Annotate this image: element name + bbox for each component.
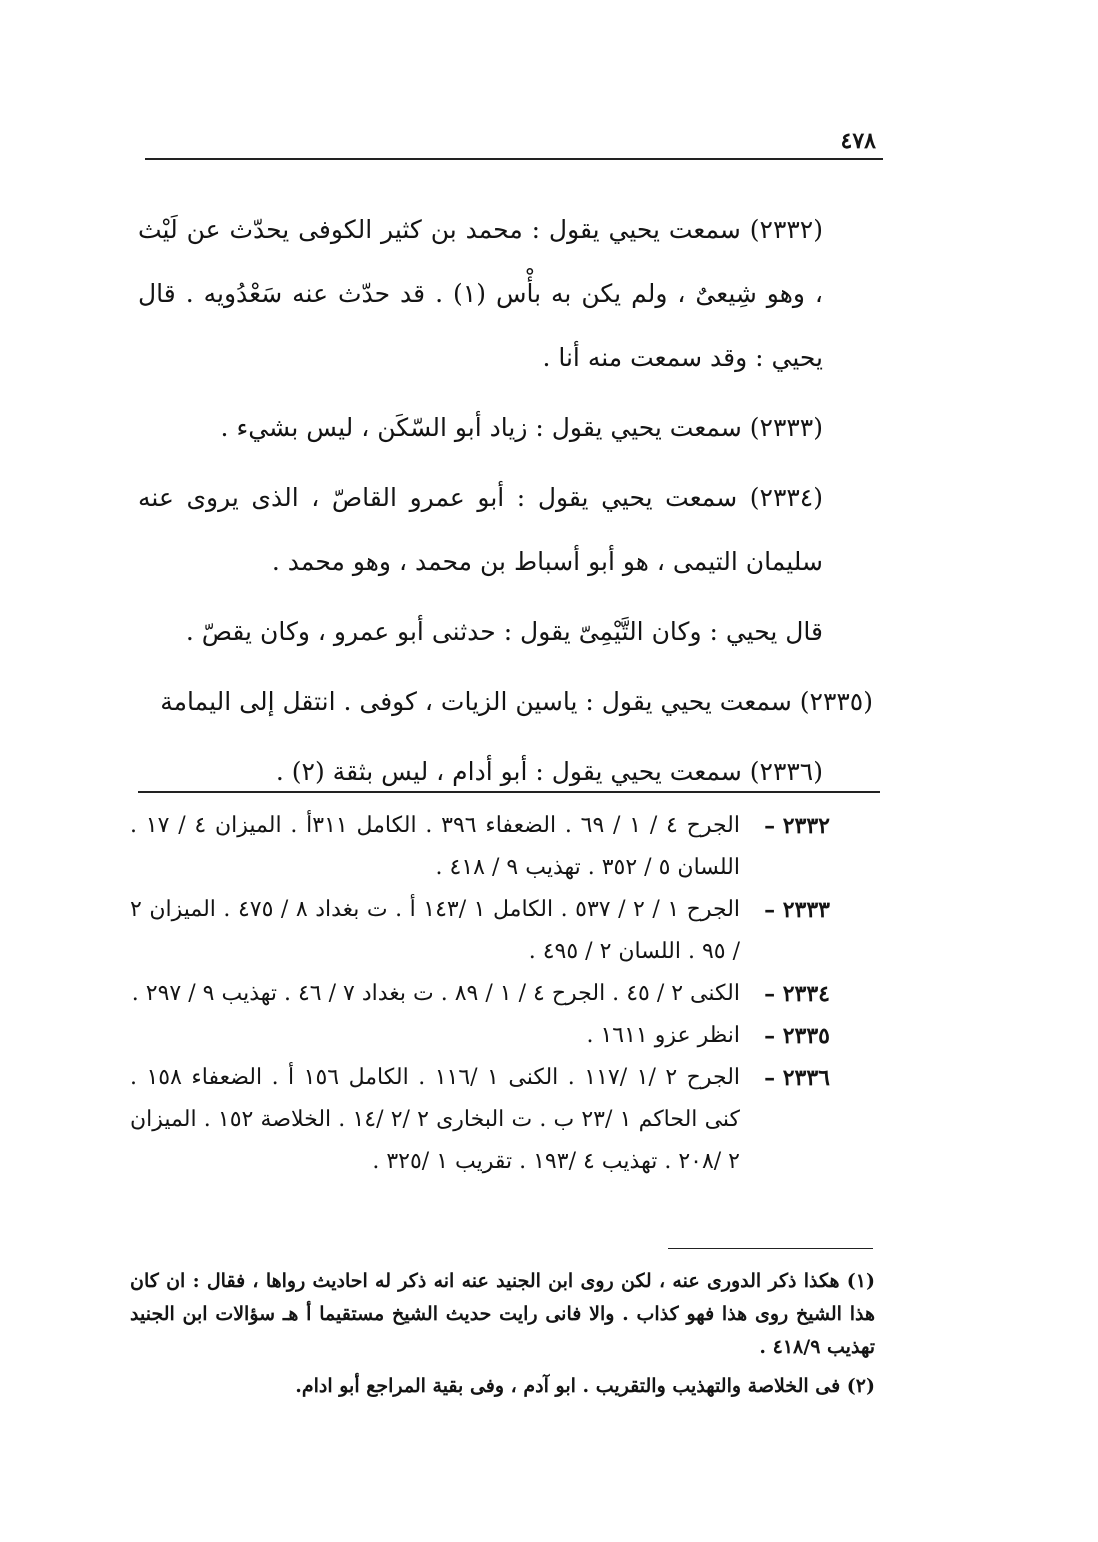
- reference-number: ٢٣٣٢ –: [764, 813, 830, 839]
- main-text: [138, 198, 873, 810]
- reference-text: الجرح ٤ / ١ / ٦٩ . الضعفاء ٣٩٦ . الكامل ٣١١أ . الميزان ٤ / ١٧ . اللسان ٥ / ٣٥٢ . تهذيب ٩ / ٤١٨ .: [130, 813, 740, 880]
- reference-text: الجرح ٢ /١ /١١٧ . الكنى ١ /١١٦ . الكامل ١٥٦ أ . الضعفاء ١٥٨ . كنى الحاكم ١ /٢٣ ب . ت البخارى ٢ /٢ /١٤ . الخلاصة ١٥٢ . الميزان ٢ /٢٠٨ . تهذيب ٤ /١٩٣ . تقريب ١ /٣٢٥ .: [130, 1065, 741, 1174]
- paragraph-2334: (٢٣٣٤) سمعت يحيي يقول : أبو عمرو القاصّ ، الذى يروى عنه سليمان التيمى ، هو أبو أسباط بن محمد ، وهو محمد .: [138, 483, 823, 576]
- page-number: ٤٧٨: [840, 128, 876, 154]
- paragraph-2333: (٢٣٣٣) سمعت يحيي يقول : زياد أبو السّكَن ، ليس بشيء .: [220, 413, 823, 442]
- reference-entry: [130, 805, 830, 889]
- reference-number: ٢٣٣٥ –: [764, 1023, 830, 1049]
- reference-number: ٢٣٣٤ –: [764, 981, 830, 1007]
- footnote-1: (١) هكذا ذكر الدورى عنه ، لكن روى ابن الجنيد عنه انه ذكر له احاديث رواها ، فقال : ان كان هذا الشيخ روى هذا فهو كذاب . والا فانى رايت حديث الشيخ مستقيما أ هـ سؤالات ابن الجنيد تهذيب ٤١٨/٩ .: [130, 1270, 875, 1358]
- reference-entry: [130, 1057, 830, 1183]
- references-list: [130, 805, 830, 1183]
- reference-text: الجرح ١ / ٢ / ٥٣٧ . الكامل ١ /١٤٣ أ . ت بغداد ٨ / ٤٧٥ . الميزان ٢ / ٩٥ . اللسان ٢ / ٤٩٥ .: [130, 897, 741, 964]
- paragraph-2335: (٢٣٣٥) سمعت يحيي يقول : ياسين الزيات ، كوفى . انتقل إلى اليمامة: [160, 687, 873, 716]
- reference-entry: [130, 973, 830, 1015]
- header-rule: [145, 158, 883, 160]
- footnotes: [130, 1265, 875, 1409]
- references-rule: [138, 791, 880, 793]
- paragraph-2332: (٢٣٣٢) سمعت يحيي يقول : محمد بن كثير الكوفى يحدّث عن لَيْث ، وهو شِيعىٌ ، ولم يكن به بأْس (١) . قد حدّث عنه سَعْدُويه . قال يحيي : وقد سمعت منه أنا .: [138, 215, 823, 372]
- reference-entry: [130, 889, 830, 973]
- reference-text: انظر عزو ١٦١١ .: [586, 1023, 740, 1048]
- paragraph-note: قال يحيي : وكان التَّيْمِىّ يقول : حدثنى أبو عمرو ، وكان يقصّ .: [185, 617, 823, 646]
- footnote-rule: [668, 1248, 873, 1249]
- reference-number: ٢٣٣٣ –: [764, 897, 830, 923]
- paragraph-2336: (٢٣٣٦) سمعت يحيي يقول : أبو أدام ، ليس بثقة (٢) .: [275, 757, 823, 786]
- footnote-2: (٢) فى الخلاصة والتهذيب والتقريب . ابو آدم ، وفى بقية المراجع أبو ادام.: [295, 1375, 875, 1397]
- reference-entry: [130, 1015, 830, 1057]
- reference-number: ٢٣٣٦ –: [764, 1065, 830, 1091]
- reference-text: الكنى ٢ / ٤٥ . الجرح ٤ / ١ / ٨٩ . ت بغداد ٧ / ٤٦ . تهذيب ٩ / ٢٩٧ .: [131, 981, 740, 1006]
